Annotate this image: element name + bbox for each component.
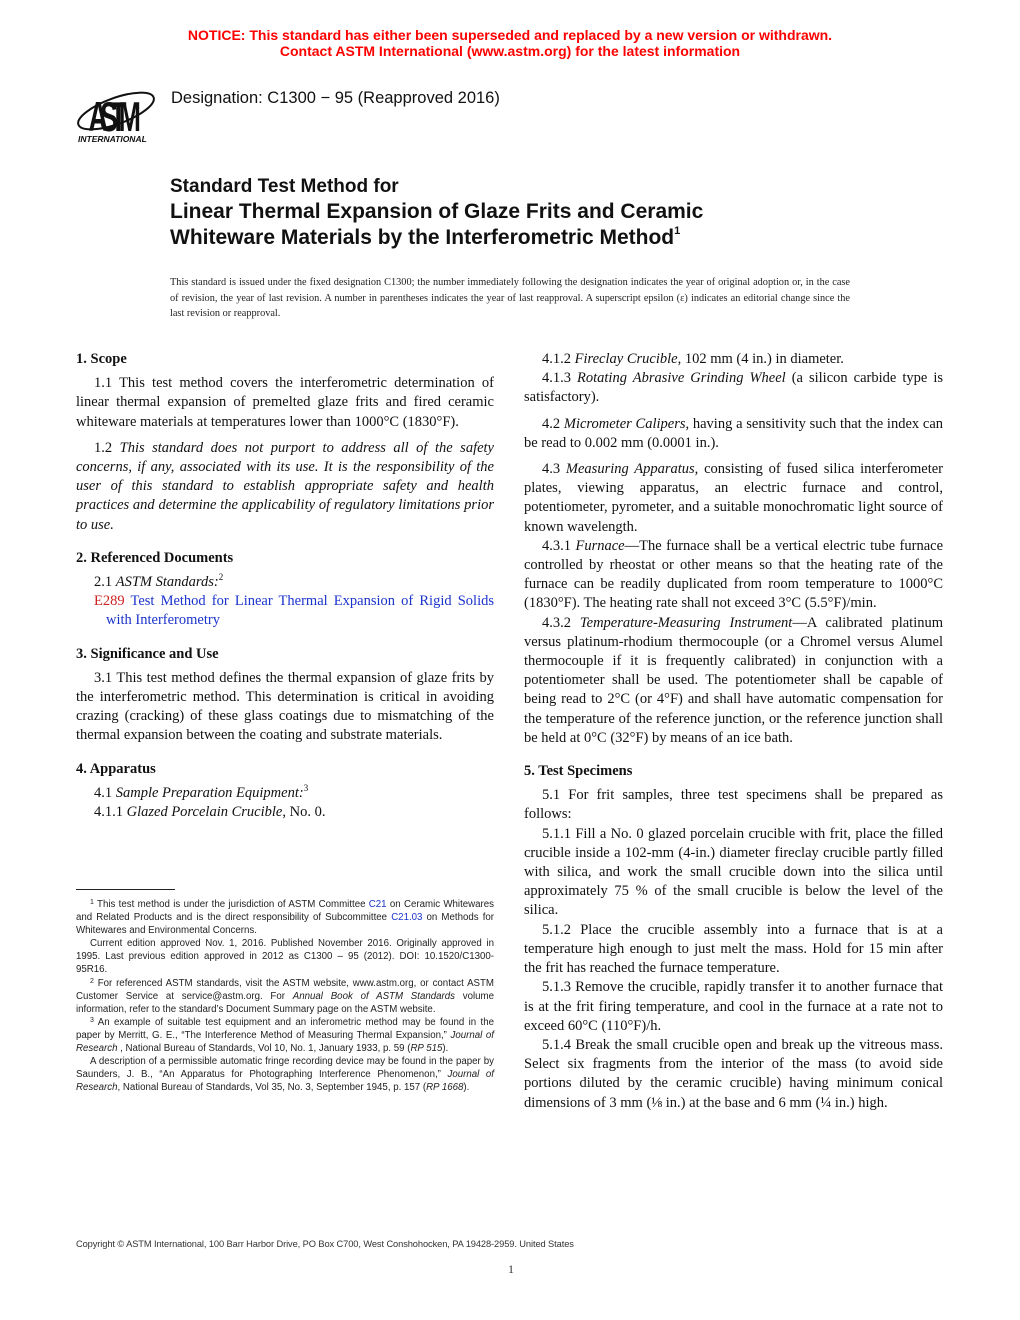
paragraph-4-2 (524, 415, 943, 453)
footnote-marker: 1 (90, 899, 94, 906)
paragraph-5-1-3: 5.1.3 Remove the crucible, rapidly transfer it to another furnace that is at the frit firing temperature, and cool in the furnace at a rate not to exceed 60°C (110°F)/h. (524, 979, 943, 1034)
paragraph-3-1: 3.1 This test method defines the thermal expansion of glaze frits by the interferometric method. This determination is critical in avoiding crazing (cracking) of these glass coatings due to mismatching of the thermal expansion between the coating and substrate materials. (76, 669, 494, 744)
paragraph-4-3-2 (524, 614, 943, 748)
astm-logo-icon (72, 78, 164, 144)
subcommittee-link-c21-03[interactable]: C21.03 (391, 912, 423, 924)
section-heading-scope: 1. Scope (76, 351, 127, 367)
footnote-italic: Annual Book of ASTM Standards (292, 990, 455, 1002)
footnote-ref-3[interactable]: 3 (303, 782, 309, 793)
paragraph-text: , No. 0. (282, 804, 326, 821)
safety-caveat: This standard does not purport to address all of the safety concerns, if any, associated with its use. It is the responsibility of the user of this standard to establish appropriate safety and health practices and determine the applicability of regulatory limitations prior to use. (76, 439, 494, 533)
footnote-text: An example of suitable test equipment and an inferometric method may be found in the paper by Merritt, G. E., “The Interference Method of Measuring Thermal Expansion,” (76, 1016, 494, 1041)
withdrawal-notice (0, 27, 1020, 59)
notice-line-1: NOTICE: This standard has either been superseded and replaced by a new version or withdrawn. (187, 27, 833, 43)
paragraph-number: 4.1 (94, 784, 116, 801)
title-line-3-text: Whiteware Materials by the Interferometric Method (170, 226, 675, 249)
section-heading-referenced: 2. Referenced Documents (76, 549, 234, 566)
paragraph-4-1-3 (524, 369, 943, 407)
paragraph-text: —A calibrated platinum versus platinum-rhodium thermocouple (or a Chromel versus Alumel thermocouple if it is frequently calibrated) in conjunction with a potentiometer shall be used. The potentiometer shall be capable of being read to 2°C (or 4°F) and shall have automatic compensation for the temperature of the reference junction, or the reference junction shall be held at 0°C (32°F) by means of an ice bath. (524, 614, 943, 746)
footnote-marker: 3 (90, 1016, 94, 1024)
paragraph-text: (a silicon carbide type is satisfactory). (524, 370, 943, 406)
footnote-2 (76, 977, 494, 1016)
reference-code-link[interactable]: E289 (94, 593, 125, 610)
footnote-ref-2[interactable]: 2 (218, 572, 224, 583)
paragraph-5-1: 5.1 For frit samples, three test specimens shall be prepared as follows: (524, 787, 943, 823)
paragraph-number: 4.3 (542, 461, 566, 478)
footnotes (76, 898, 494, 1094)
reference-e289[interactable] (76, 592, 494, 630)
term: Rotating Abrasive Grinding Wheel (577, 370, 786, 387)
term: Measuring Apparatus (565, 461, 695, 478)
footnote-text: , National Bureau of Standards, Vol 10, No. 1, January 1933, p. 59 ( (117, 1043, 411, 1055)
section-heading-specimens: 5. Test Specimens (524, 763, 633, 780)
reference-title-link[interactable]: Test Method for Linear Thermal Expansion of Rigid Solids with Interferometry (106, 593, 494, 629)
svg-text:ASTM: ASTM (88, 94, 141, 141)
title-line-2: Linear Thermal Expansion of Glaze Frits and Ceramic (170, 200, 704, 223)
paragraph-number: 2.1 (94, 574, 116, 591)
svg-text:INTERNATIONAL: INTERNATIONAL (78, 134, 147, 144)
footnote-italic: Journal of Research (76, 1069, 494, 1094)
section-heading-apparatus: 4. Apparatus (76, 760, 156, 777)
notice-line-2: Contact ASTM International (www.astm.org) for the latest information (279, 43, 741, 59)
footnote-text: , National Bureau of Standards, Vol 35, No. 3, September 1945, p. 157 ( (117, 1082, 427, 1094)
paragraph-number: 4.1.3 (542, 370, 578, 387)
title-footnote-ref[interactable]: 1 (674, 225, 681, 237)
paragraph-4-3-1 (524, 537, 943, 614)
footnote-1 (76, 898, 494, 937)
paragraph-text: , having a sensitivity such that the index can be read to 0.002 mm (0.0001 in.). (524, 415, 943, 451)
paragraph-number: 4.1.2 (542, 351, 575, 367)
footnote-edition: Current edition approved Nov. 1, 2016. Published November 2016. Originally approved in 1995. Last previous edition approved in 2012 as C1300 – 95 (2012). DOI: 10.1520/C1300-95R16. (76, 938, 494, 976)
paragraph-1-1: 1.1 This test method covers the interferometric determination of linear thermal expansion of premelted glaze frits and fired ceramic whiteware materials at temperatures lower than 1000°C (1830°F). (76, 375, 494, 430)
title-line-3 (170, 225, 703, 251)
footnote-text: volume information, refer to the standard’s Document Summary page on the ASTM website. (76, 990, 494, 1015)
footnote-divider (76, 889, 175, 890)
footnote-text: ). (442, 1043, 449, 1055)
term: Temperature-Measuring Instrument (579, 614, 793, 631)
paragraph-5-1-4: 5.1.4 Break the small crucible open and break up the vitreous mass. Select six fragments from the interior of the mass (to avoid side portions diluted by the ceramic crucible) having minimum conical dimensions of 3 mm (⅛ in.) at the base and 6 mm (¼ in.) high. (524, 1036, 943, 1111)
term: Glazed Porcelain Crucible (126, 804, 283, 821)
paragraph-4-1-2 (524, 350, 943, 369)
footnote-3-continued (76, 1055, 494, 1094)
paragraph-text: , 102 mm (4 in.) in diameter. (677, 351, 844, 367)
footnote-text: A description of a permissible automatic fringe recording device may be found in the paper by Saunders, J. B., “An Apparatus for Photographing Interference Phenomenon,” (76, 1056, 494, 1081)
footnote-text: This test method is under the jurisdiction of ASTM Committee (93, 899, 369, 910)
page-number: 1 (508, 1262, 514, 1276)
paragraph-number: 4.2 (542, 415, 564, 432)
left-column (76, 350, 494, 822)
paragraph-text: —The furnace shall be a vertical electric tube furnace controlled by rheostat or other means so that the heating rate of the furnace can be readily duplicated from room temperature to 1000°C (1830°F). The heating rate shall not exceed 3°C (5.5°F)/min. (524, 537, 944, 612)
footnote-3 (76, 1016, 494, 1055)
footnote-italic: RP 515 (410, 1043, 443, 1055)
paragraph-2-1 (76, 573, 494, 592)
astm-logo (72, 78, 164, 144)
title-line-1: Standard Test Method for (170, 176, 399, 197)
document-title (170, 175, 703, 251)
copyright-footer: Copyright © ASTM International, 100 Barr Harbor Drive, PO Box C700, West Conshohocken, PA 19428-2959. United States (76, 1239, 574, 1249)
section-heading-significance: 3. Significance and Use (76, 645, 219, 662)
footnote-text: on Methods for Whitewares and Environmental Concerns. (76, 912, 494, 937)
term: Micrometer Calipers (563, 415, 686, 432)
paragraph-text: , consisting of fused silica interferometer plates, viewing apparatus, an electric furnace and control, potentiometer, pyrometer, and a suitable monochromatic light source of known wavelength. (524, 461, 943, 535)
paragraph-number: 1.2 (94, 439, 120, 456)
footnote-italic: Journal of Research (76, 1029, 494, 1055)
paragraph-number: 4.3.1 (542, 537, 576, 554)
footnote-marker: 2 (90, 977, 94, 985)
paragraph-5-1-2: 5.1.2 Place the crucible assembly into a furnace that is at a temperature high enough to just melt the mass. Hold for 15 min after the frit has reached the furnace temperature. (524, 921, 943, 977)
footnote-italic: RP 1668 (426, 1082, 464, 1094)
paragraph-4-1 (76, 784, 494, 803)
paragraph-1-2 (76, 439, 494, 535)
footnote-text: on Ceramic Whitewares and Related Products and is the direct responsibility of Subcommittee (76, 899, 494, 924)
issue-note: This standard is issued under the fixed designation C1300; the number immediately following the designation indicates the year of original adoption or, in the case of revision, the year of last revision. A number in parentheses indicates the year of last reapproval. A superscript epsilon (ε) indicates an editorial change since the last revision or reapproval. (170, 277, 850, 319)
term: Sample Preparation Equipment: (115, 784, 304, 801)
footnote-text: ). (463, 1082, 470, 1094)
paragraph-number: 4.3.2 (542, 614, 580, 631)
committee-link-c21[interactable]: C21 (368, 899, 387, 910)
designation: Designation: C1300 − 95 (Reapproved 2016) (171, 89, 500, 107)
right-column (524, 350, 943, 1113)
term: Furnace (575, 537, 625, 554)
paragraph-5-1-1: 5.1.1 Fill a No. 0 glazed porcelain crucible with frit, place the filled crucible inside a 102-mm (4-in.) diameter fireclay crucible partly filled with silica, and work the small crucible down into the silica until approximately 75 % of the small crucible is below the level of the silica. (524, 825, 943, 919)
paragraph-4-1-1 (76, 803, 494, 822)
paragraph-4-3 (524, 460, 943, 537)
footnote-text: For referenced ASTM standards, visit the ASTM website, www.astm.org, or contact ASTM Customer Service at service@astm.org. For (76, 977, 494, 1002)
term: Fireclay Crucible (574, 351, 678, 367)
paragraph-number: 4.1.1 (94, 804, 127, 821)
astm-standards-label: ASTM Standards: (115, 574, 219, 591)
